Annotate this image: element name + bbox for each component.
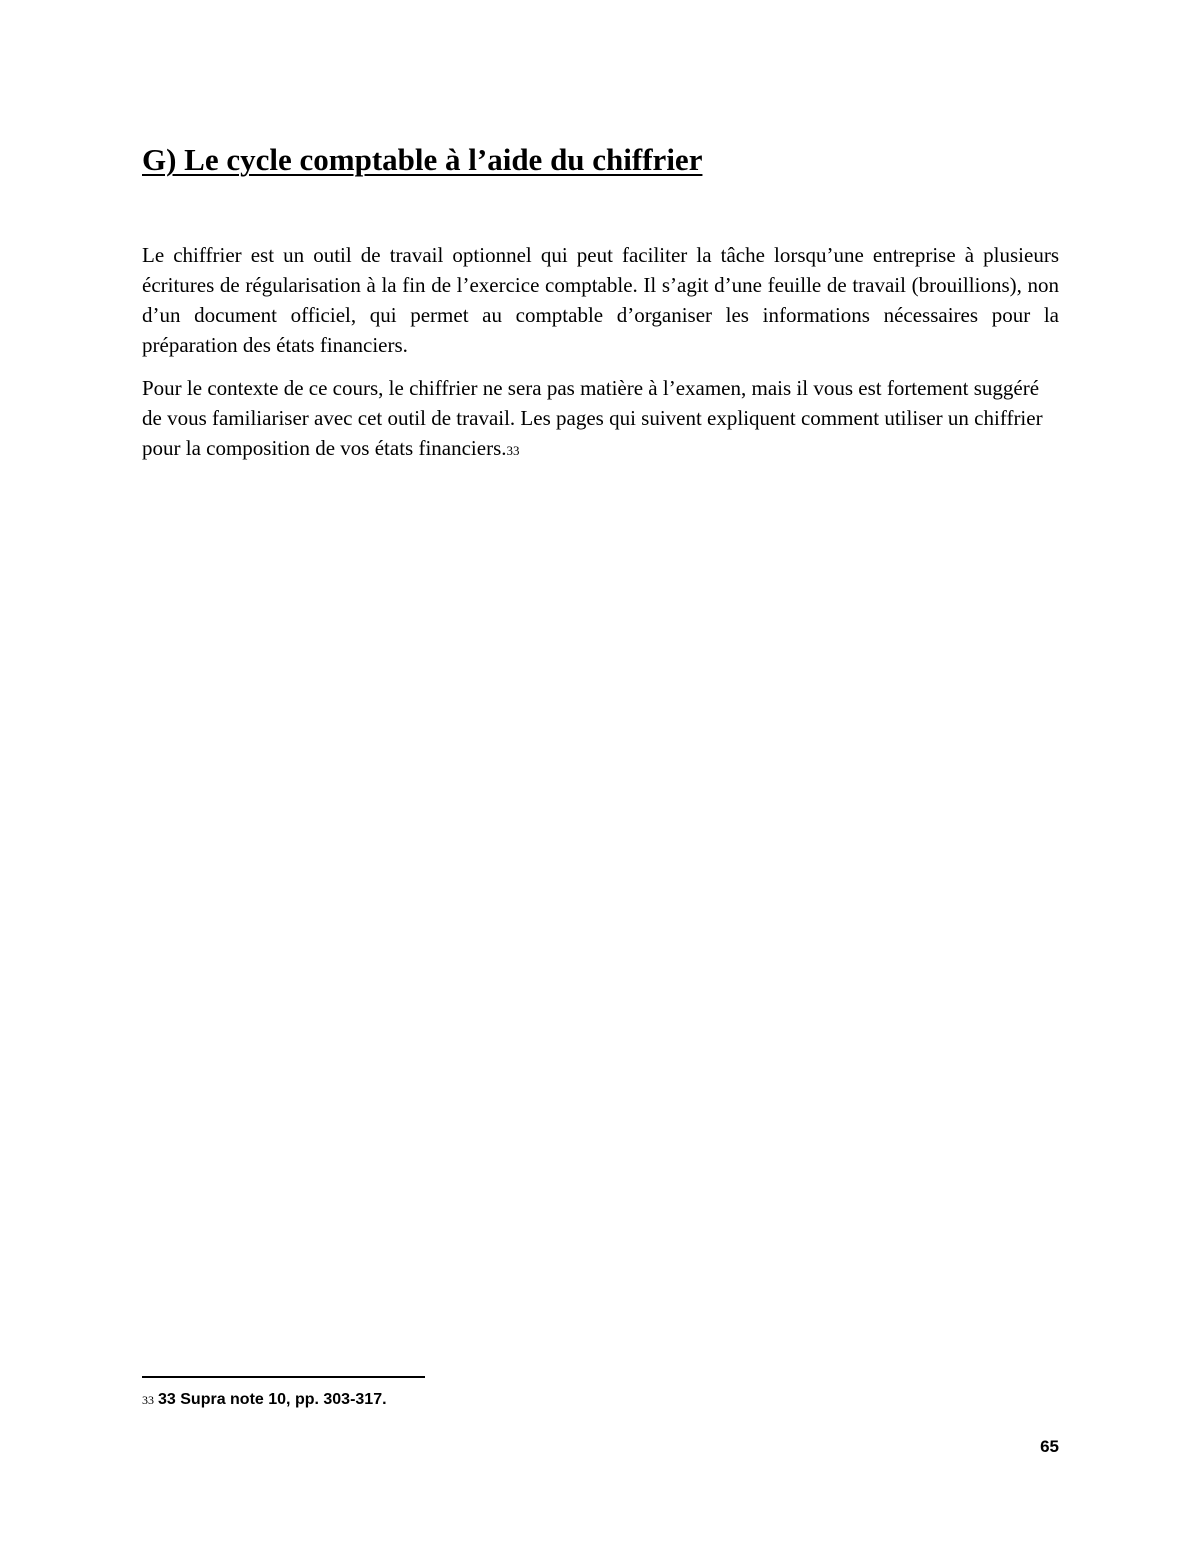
paragraph-context <box>142 373 1059 466</box>
paragraph-context-text: Pour le contexte de ce cours, le chiffrier ne sera pas matière à l’examen, mais il vous est fortement suggéré de vous familiariser avec cet outil de travail. Les pages qui suivent expliquent comment utiliser un chiffrier pour la composition de vos états financiers. <box>142 376 1043 460</box>
paragraph-intro: Le chiffrier est un outil de travail optionnel qui peut faciliter la tâche lorsqu’une entreprise à plusieurs écritures de régularisation à la fin de l’exercice comptable. Il s’agit d’une feuille de travail (brouillions), non d’un document officiel, qui permet au comptable d’organiser les informations nécessaires pour la préparation des états financiers. <box>142 243 1059 357</box>
footnote-separator <box>142 1376 425 1378</box>
footnote <box>142 1389 387 1411</box>
footnote-text: 33 Supra note 10, pp. 303-317. <box>158 1391 387 1408</box>
page-number: 65 <box>1040 1437 1059 1456</box>
section-heading: G) Le cycle comptable à l’aide du chiffrier <box>142 142 703 177</box>
footnote-mark: 33 <box>142 1393 154 1407</box>
footnote-reference[interactable]: 33 <box>506 443 520 458</box>
